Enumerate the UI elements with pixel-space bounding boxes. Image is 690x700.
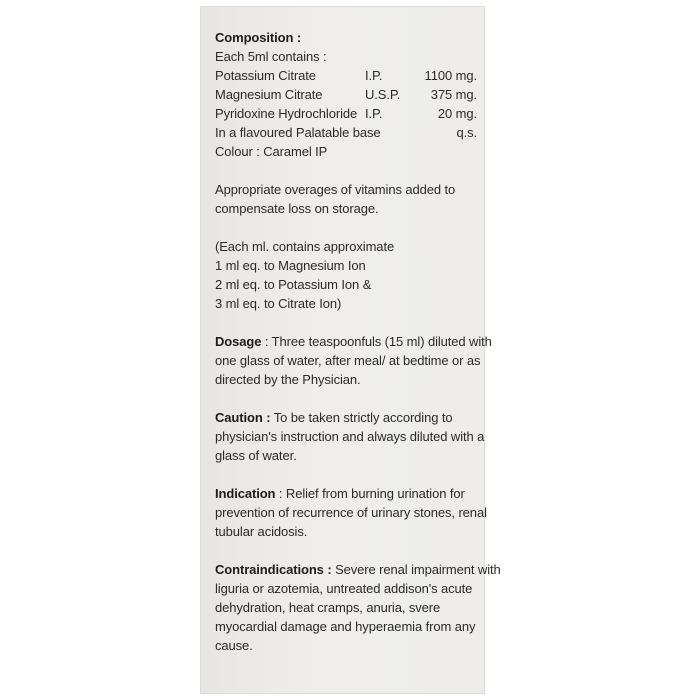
ingredient-name: Pyridoxine Hydrochloride (215, 106, 358, 121)
contraindications-line (215, 560, 501, 579)
ion-line: 3 ml eq. to Citrate Ion) (215, 296, 342, 311)
indication-label: Indication (215, 486, 276, 501)
contraindications-text: cause. (215, 638, 253, 653)
ion-line: (Each ml. contains approximate (215, 239, 395, 254)
overages-line: Appropriate overages of vitamins added to (215, 182, 456, 197)
indication-text: tubular acidosis. (215, 524, 308, 539)
contraindications-text: dehydration, heat cramps, anuria, svere (215, 600, 441, 615)
ion-line: 1 ml eq. to Magnesium Ion (215, 258, 366, 273)
ingredient-name: In a flavoured Palatable base (215, 125, 381, 140)
dosage-label: Dosage (215, 334, 262, 349)
ingredient-standard: U.S.P. (365, 87, 401, 102)
caution-label: Caution : (215, 410, 271, 425)
ingredient-quantity: 375 mg. (430, 87, 477, 102)
ingredient-name: Potassium Citrate (215, 68, 316, 83)
dosage-line (215, 332, 492, 351)
indication-text: prevention of recurrence of urinary stones, renal (215, 505, 487, 520)
ingredient-row (215, 104, 477, 123)
caution-text: To be taken strictly according to (270, 410, 453, 425)
dosage-text: one glass of water, after meal/ at bedtime or as (215, 353, 481, 368)
indication-line (215, 484, 477, 503)
ingredient-row (215, 85, 477, 104)
ingredient-standard: I.P. (365, 106, 383, 121)
caution-text: physician's instruction and always diluted with a (215, 429, 485, 444)
contraindications-text: liguria or azotemia, untreated addison's acute (215, 581, 473, 596)
dosage-text: directed by the Physician. (215, 372, 361, 387)
colour-line: Colour : Caramel IP (215, 144, 328, 159)
ingredient-standard: I.P. (365, 68, 383, 83)
contraindications-label: Contraindications : (215, 562, 332, 577)
ingredient-quantity: q.s. (456, 125, 477, 140)
ingredient-quantity: 1100 mg. (424, 68, 477, 83)
composition-heading: Composition : (215, 30, 302, 45)
label-text-panel (215, 28, 501, 655)
ingredient-name: Magnesium Citrate (215, 87, 323, 102)
dosage-text: : Three teaspoonfuls (15 ml) diluted with (261, 334, 492, 349)
overages-line: compensate loss on storage. (215, 201, 379, 216)
caution-text: glass of water. (215, 448, 297, 463)
contraindications-text: myocardial damage and hyperaemia from any (215, 619, 476, 634)
caution-line (215, 408, 477, 427)
indication-text: : Relief from burning urination for (275, 486, 465, 501)
composition-intro: Each 5ml contains : (215, 49, 327, 64)
ingredient-row (215, 123, 477, 142)
ingredient-quantity: 20 mg. (437, 106, 477, 121)
ingredient-row (215, 66, 477, 85)
carton-panel (200, 6, 501, 694)
ion-line: 2 ml eq. to Potassium Ion & (215, 277, 372, 292)
contraindications-text: Severe renal impairment with (331, 562, 501, 577)
